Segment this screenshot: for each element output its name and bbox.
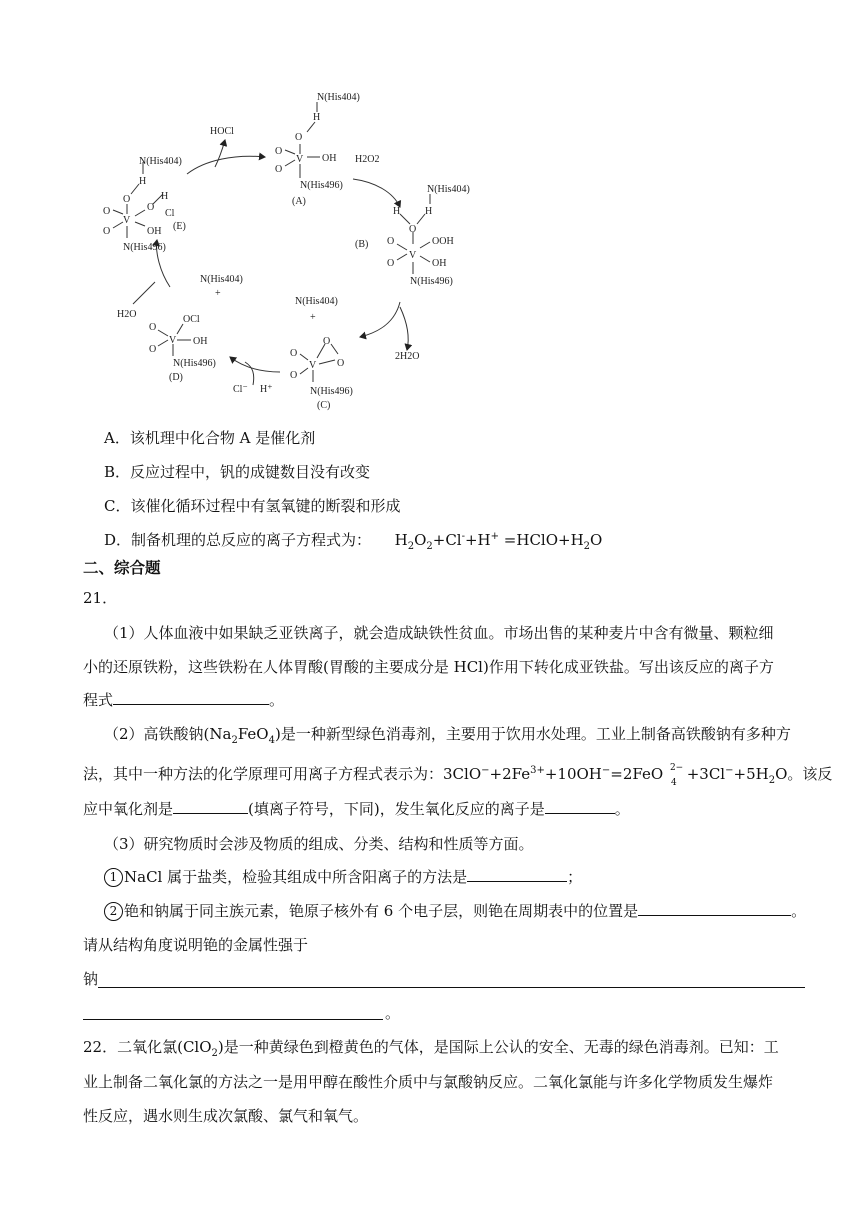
plus-d: + xyxy=(215,288,221,299)
h2-e: H xyxy=(161,191,169,202)
arrow-cl-in xyxy=(245,362,254,385)
q22-line1 xyxy=(83,1036,779,1058)
text: =2FeO xyxy=(610,765,664,783)
o-e: O xyxy=(123,194,131,205)
q21-p2-line2: 法，其中一种方法的化学原理可用离子方程式表示为：$3ClO^-+2Fe^{3+}+10OH^-=2FeO$ 2− 4 $+3Cl^-+5H_2O$。该反 xyxy=(83,763,833,788)
h2o2-label: H2O2 xyxy=(355,154,380,165)
oh-b: OH xyxy=(432,258,447,269)
option-d-text: D．制备机理的总反应的离子方程式为： xyxy=(104,531,372,549)
label-c: (C) xyxy=(317,400,331,411)
text: +3Cl xyxy=(686,765,726,783)
q22-line1-text: 22．二氧化氯(ClO$_2$)是一种黄绿色到橙黄色的气体，是国际上公认的安全、无毒的绿色消毒剂。已知：工 xyxy=(83,1038,779,1059)
q21-p3: （3）研究物质时会涉及物质的组成、分类、结构和性质等方面。 xyxy=(104,835,534,853)
h2o-label: H2O xyxy=(117,309,137,320)
h-a: H xyxy=(313,112,321,123)
period: 。 xyxy=(269,691,285,709)
catalytic-cycle-diagram xyxy=(95,82,485,412)
o-c3: O xyxy=(323,336,331,347)
o-d2: O xyxy=(149,344,157,355)
text: )是一种新型绿色消毒剂，主要用于饮用水处理。工业上制备高铁酸钠有多种方 xyxy=(274,725,791,743)
period: 。 xyxy=(614,800,630,818)
v-e: V xyxy=(123,215,131,226)
q21-cs-line: 请从结构角度说明铯的金属性强于 xyxy=(83,936,309,954)
text: NaCl 属于盐类，检验其组成中所含阳离子的方法是 xyxy=(124,868,468,886)
hocl-label: HOCl xyxy=(210,126,234,137)
text: （2）高铁酸钠(Na xyxy=(104,725,232,743)
ocl-d: OCl xyxy=(183,314,200,325)
text: (填离子符号，下同)，发生氧化反应的离子是 xyxy=(248,800,545,818)
o-b: O xyxy=(409,224,417,235)
h-e: H xyxy=(139,176,147,187)
text: +5H xyxy=(733,765,769,783)
q21-p2-line1: （2）高铁酸钠$(Na_2FeO_4)$是一种新型绿色消毒剂，主要用于饮用水处理。工业上制备高铁酸钠有多种方 xyxy=(104,725,791,746)
answer-blank-2[interactable] xyxy=(173,798,248,814)
arrow-e-to-a xyxy=(187,156,265,174)
label-a: (A) xyxy=(292,196,306,207)
o3-b: O xyxy=(387,258,395,269)
q21-number: 21． xyxy=(83,589,118,607)
v-d: V xyxy=(169,335,177,346)
q22-line2: 业上制备二氧化氯的方法之一是用甲醇在酸性介质中与氯酸钠反应。二氧化氯能与许多化学物质发生爆炸 xyxy=(83,1073,774,1091)
arrow-a-to-b xyxy=(353,179,400,207)
q21-p1-line3 xyxy=(83,689,284,711)
h-b1: H xyxy=(393,206,401,217)
q21-p1-line1: （1）人体血液中如果缺乏亚铁离子，就会造成缺铁性贫血。市场出售的某种麦片中含有微量、颗粒细 xyxy=(104,624,774,642)
oh-a: OH xyxy=(322,153,337,164)
o-c2: O xyxy=(290,370,298,381)
answer-blank-1[interactable] xyxy=(113,689,269,705)
plus-c: + xyxy=(310,312,316,323)
text: FeO xyxy=(237,725,269,743)
o3-a: O xyxy=(275,164,283,175)
answer-blank-6[interactable] xyxy=(98,986,805,988)
text: +2Fe xyxy=(489,765,531,783)
arrow-hocl-out xyxy=(215,140,225,167)
h-b2: H xyxy=(425,206,433,217)
arrow-h2o-in xyxy=(133,282,155,304)
his404-a: N(His404) xyxy=(317,92,360,103)
two-h2o-label: 2H2O xyxy=(395,351,420,362)
q21-p1-line2: 小的还原铁粉，这些铁粉在人体胃酸(胃酸的主要成分是 HCl)作用下转化成亚铁盐。写出该反应的离子方 xyxy=(83,658,774,676)
option-b: B．反应过程中，钒的成键数目没有改变 xyxy=(104,463,371,481)
o-c1: O xyxy=(290,348,298,359)
q21-p1-line3-text: 程式 xyxy=(83,691,114,709)
semicolon: ； xyxy=(567,868,583,886)
o4-e: O xyxy=(103,226,111,237)
answer-blank-7[interactable] xyxy=(83,1018,383,1020)
q22-line3: 性反应，遇水则生成次氯酸、氯气和氧气。 xyxy=(83,1107,369,1125)
v-c: V xyxy=(309,360,317,371)
arrow-2h2o-out xyxy=(400,307,408,350)
o2-b: O xyxy=(387,236,395,247)
h-plus-label: H⁺ xyxy=(260,384,273,395)
o3-e: O xyxy=(103,206,111,217)
option-d xyxy=(104,529,602,551)
section-heading: 二、综合题 xyxy=(83,559,161,577)
period: 。 xyxy=(791,902,807,920)
option-d-equation: $H_2O_2+Cl^-+H^+$ $=HClO+H_2O$ xyxy=(394,531,603,552)
his496-b: N(His496) xyxy=(410,276,453,287)
oh-e: OH xyxy=(147,226,162,237)
charge-stack: 2− 4 xyxy=(669,763,684,788)
his496-d: N(His496) xyxy=(173,358,216,369)
o2-e: O xyxy=(147,202,155,213)
circled-number-1: 1 xyxy=(104,868,123,887)
text: 法，其中一种方法的化学原理可用离子方程式表示为：3ClO xyxy=(83,765,482,783)
period-end: 。 xyxy=(385,1004,401,1022)
q21-p2-line3 xyxy=(83,798,630,820)
v-a: V xyxy=(296,154,304,165)
text: +10OH xyxy=(544,765,602,783)
option-c: C．该催化循环过程中有氢氧键的断裂和形成 xyxy=(104,497,401,515)
q21-c1 xyxy=(104,866,582,888)
o2-a: O xyxy=(275,146,283,157)
his404-b: N(His404) xyxy=(427,184,470,195)
text: O。该反 xyxy=(775,765,833,783)
o-d1: O xyxy=(149,322,157,333)
answer-blank-5[interactable] xyxy=(638,900,791,916)
his404-c: N(His404) xyxy=(295,296,338,307)
his496-c: N(His496) xyxy=(310,386,353,397)
q21-na-line: 钠 xyxy=(83,970,99,988)
text: 铯和钠属于同主族元素，铯原子核外有 6 个电子层，则铯在周期表中的位置是 xyxy=(124,902,639,920)
his404-d: N(His404) xyxy=(200,274,243,285)
v-b: V xyxy=(409,250,417,261)
text: 应中氧化剂是 xyxy=(83,800,174,818)
answer-blank-4[interactable] xyxy=(467,866,567,882)
cl-minus-label: Cl⁻ xyxy=(233,384,248,395)
o-c4: O xyxy=(337,358,345,369)
option-a: A．该机理中化合物 A 是催化剂 xyxy=(104,429,316,447)
o-a: O xyxy=(295,132,303,143)
label-d: (D) xyxy=(169,372,183,383)
answer-blank-3[interactable] xyxy=(545,798,615,814)
his496-a: N(His496) xyxy=(300,180,343,191)
oh-d: OH xyxy=(193,336,208,347)
arrow-b-to-c xyxy=(360,302,400,337)
label-b: (B) xyxy=(355,239,369,250)
circled-number-2: 2 xyxy=(104,902,123,921)
arrow-c-to-d xyxy=(230,357,280,372)
his496-e: N(His496) xyxy=(123,242,166,253)
his404-e: N(His404) xyxy=(139,156,182,167)
label-e: (E) xyxy=(173,221,186,232)
q21-c2 xyxy=(104,900,806,922)
ooh-b: OOH xyxy=(432,236,454,247)
cl-e: Cl xyxy=(165,208,175,219)
